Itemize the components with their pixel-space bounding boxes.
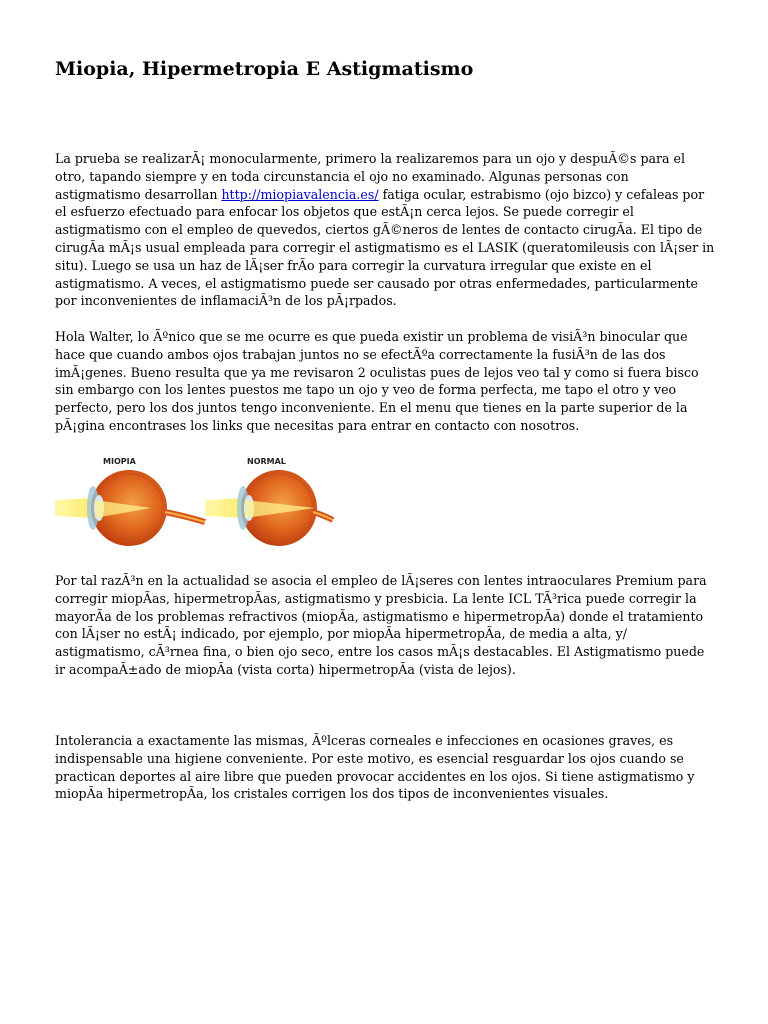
paragraph-3: Por tal razÃ³n en la actualidad se asocia el empleo de lÃ¡seres con lentes intraoculares Premium para corregir miopÃas, hipermetropÃas, astigmatismo y presbicia. La lente ICL TÃ³rica puede corregir la mayorÃa de los problemas refractivos (miopÃa, astigmatismo e hipermetropÃa) donde el tratamiento con lÃ¡ser no estÃ¡ indicado, por ejemplo, por miopÃa hipermetropÃa, de media a alta, y/ astigmatismo, cÃ³rnea fina, o bien ojo seco, entre los casos mÃ¡s destacables. El Astigmatismo puede ir acompaÃ±ado de miopÃa (vista corta) hipermetropÃa (vista de lejos).	[55, 573, 707, 677]
miopiavalencia-link[interactable]: http://miopiavalencia.es/	[221, 186, 379, 202]
paragraph-4: Intolerancia a exactamente las mismas, Ãºlceras corneales e infecciones en ocasiones graves, es indispensable una higiene conveniente. Por este motivo, es esencial resguardar los ojos cuando se practican deportes al aire libre que pueden provocar accidentes en los ojos. Si tiene astigmatismo y miopÃa hipermetropÃa, los cristales corrigen los dos tipos de inconvenientes visuales.	[55, 733, 695, 802]
paragraph-1-text-b: fatiga ocular, estrabismo (ojo bizco) y cefaleas por el esfuerzo efectuado para enfocar los objetos que estÃ¡n cerca lejos. Se puede corregir el astigmatismo con el empleo de quevedos, ciertos gÃ©neros de lentes de contacto cirugÃa. El tipo de cirugÃa mÃ¡s usual empleada para corregir el astigmatismo es el LASIK (queratomileusis con lÃ¡ser in situ). Luego se usa un haz de lÃ¡ser frÃo para corregir la curvatura irregular que existe en el astigmatismo. A veces, el astigmatismo puede ser causado por otras enfermedades, particularmente por inconvenientes de inflamaciÃ³n de los pÃ¡rpados.	[55, 186, 715, 309]
label-normal: NORMAL	[247, 457, 286, 466]
paragraph-1	[55, 150, 715, 310]
page-title: Miopia, Hipermetropia E Astigmatismo	[55, 58, 474, 80]
paragraph-1-text-a: La prueba se realizarÃ¡ monocularmente, primero la realizaremos para un ojo y despuÃ©s para el otro, tapando siempre y en toda circunstancia el ojo no examinado. Algunas personas con astigmatismo desarrollan	[55, 151, 686, 202]
normal-eye-drawing	[205, 457, 333, 546]
paragraph-2: Hola Walter, lo Ãºnico que se me ocurre es que pueda existir un problema de visiÃ³n binocular que hace que cuando ambos ojos trabajan juntos no se efectÃºa correctamente la fusiÃ³n de las dos imÃ¡genes. Bueno resulta que ya me revisaron 2 oculistas pues de lejos veo tal y como si fuera bisco sin embargo con los lentes puestos me tapo un ojo y veo de forma perfecta, me tapo el otro y veo perfecto, pero los dos juntos tengo inconveniente. En el menu que tienes en la parte superior de la pÃ¡gina encontrases los links que necesitas para entrar en contacto con nosotros.	[55, 329, 699, 433]
eye-diagram-figure	[55, 452, 335, 562]
label-miopia: MIOPIA	[103, 457, 136, 466]
myopia-eye-drawing	[55, 457, 205, 546]
eye-diagram	[55, 452, 335, 562]
